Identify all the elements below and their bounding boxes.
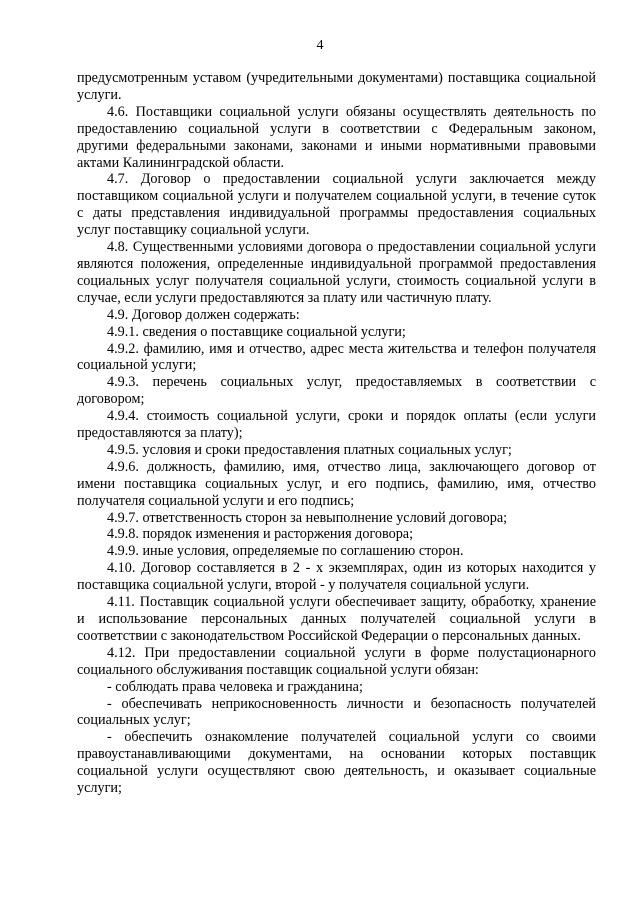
- list-item-human-rights: - соблюдать права человека и гражданина;: [107, 678, 363, 695]
- paragraph-charter-continuation: предусмотренным уставом (учредительными документами) поставщика социальной услуги.: [77, 70, 596, 103]
- paragraph-4-6: 4.6. Поставщики социальной услуги обязаны осуществлять деятельность по предоставлению социальной услуги в соответствии с Федеральным законом, другими федеральными законами, законами и иными нормативными правовыми актами Калининградской области.: [77, 103, 596, 171]
- page-number: 4: [316, 38, 324, 53]
- paragraph-4-9-2: 4.9.2. фамилию, имя и отчество, адрес места жительства и телефон получателя социальной услуги;: [77, 340, 596, 374]
- paragraph-4-9: 4.9. Договор должен содержать:: [107, 306, 300, 323]
- paragraph-4-7: 4.7. Договор о предоставлении социальной услуги заключается между поставщиком социальной услуги и получателем социальной услуги, в течение суток с даты представления индивидуальной программы предоставления социальных услуг поставщику социальной услуги.: [77, 171, 596, 239]
- paragraph-4-10: 4.10. Договор составляется в 2 - х экземплярах, один из которых находится у поставщика социальной услуги, второй - у получателя социальной услуги.: [77, 560, 596, 594]
- paragraph-4-9-6: 4.9.6. должность, фамилию, имя, отчество лица, заключающего договор от имени поставщика социальных услуг, и его подпись, фамилию, имя, отчество получателя социальной услуги и его подпись;: [77, 458, 596, 509]
- paragraph-4-8: 4.8. Существенными условиями договора о предоставлении социальной услуги являются положения, определенные индивидуальной программой предоставления социальных услуг получателя социальной услуги, стоимость социальной услуги в случае, если услуги предоставляются за плату или частичную плату.: [77, 239, 596, 306]
- paragraph-4-11: 4.11. Поставщик социальной услуги обеспечивает защиту, обработку, хранение и использование персональных данных получателей социальной услуги в соответствии с законодательством Российской Федерации о персональных данных.: [77, 594, 596, 644]
- document-body: [77, 70, 596, 797]
- paragraph-4-9-3: 4.9.3. перечень социальных услуг, предоставляемых в соответствии с договором;: [77, 374, 596, 408]
- list-item-document-familiarization: - обеспечить ознакомление получателей социальной услуги со своими правоустанавливающими документами, на основании которых поставщик социальной услуги осуществляют свою деятельность, и оказывает социальные услуги;: [77, 729, 596, 797]
- list-item-personal-safety: - обеспечивать неприкосновенность личности и безопасность получателей социальных услуг;: [77, 695, 596, 729]
- paragraph-4-9-1: 4.9.1. сведения о поставщике социальной услуги;: [107, 323, 406, 340]
- paragraph-4-12: 4.12. При предоставлении социальной услуги в форме полустационарного социального обслуживания поставщик социальной услуги обязан:: [77, 644, 596, 678]
- paragraph-4-9-9: 4.9.9. иные условия, определяемые по соглашению сторон.: [107, 543, 464, 560]
- paragraph-4-9-7: 4.9.7. ответственность сторон за невыполнение условий договора;: [107, 509, 508, 526]
- paragraph-4-9-5: 4.9.5. условия и сроки предоставления платных социальных услуг;: [107, 441, 512, 458]
- paragraph-4-9-4: 4.9.4. стоимость социальной услуги, сроки и порядок оплаты (если услуги предоставляются за плату);: [77, 408, 596, 442]
- paragraph-4-9-8: 4.9.8. порядок изменения и расторжения договора;: [107, 526, 414, 543]
